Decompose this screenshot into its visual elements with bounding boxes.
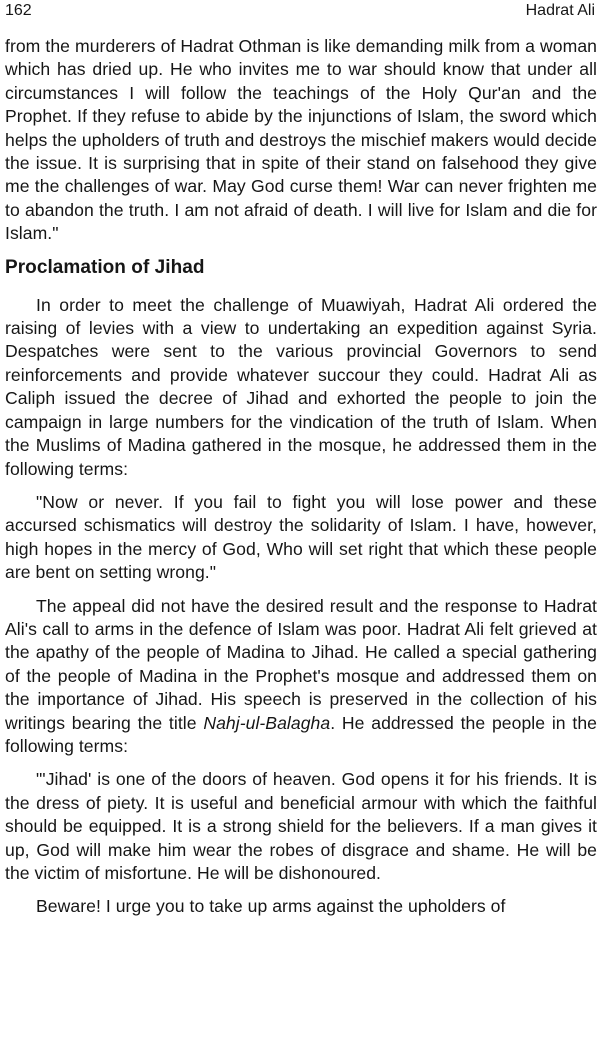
paragraph-appeal-result	[5, 595, 597, 759]
running-title: Hadrat Ali	[525, 2, 595, 19]
paragraph-appeal-text: The appeal did not have the desired result and the response to Hadrat Ali's call to arms in the defence of Islam was poor. Hadrat Ali felt grieved at the apathy of the people of Madina to Jihad. He called a special gathering of the people of Madina in the Prophet's mosque and addressed them on the importance of Jihad. His speech is preserved in the collection of his writings bearing the title	[5, 595, 597, 733]
quote-jihad-doors-of-heaven: "'Jihad' is one of the doors of heaven. God opens it for his friends. It is the dress of piety. It is useful and beneficial armour with which the faithful should be equipped. It is a strong shield for the believers. If a man gives it up, God will make him wear the robes of disgrace and shame. He will be the victim of misfortune. He will be dishonoured.	[5, 769, 597, 883]
paragraph-beware: Beware! I urge you to take up arms against the upholders of	[36, 896, 506, 917]
paragraph-appeal-ending: . He addressed the people in the following terms:	[5, 712, 597, 756]
continued-paragraph: from the murderers of Hadrat Othman is like demanding milk from a woman which has dried up. He who invites me to war should know that under all circumstances I will follow the teachings of the Holy Qur'an and the Prophet. If they refuse to abide by the injunctions of Islam, the sword which helps the upholders of truth and destroys the mischief makers would decide the issue. It is surprising that in spite of their stand on falsehood they give me the challenges of war. May God curse them! War can never frighten me to abandon the truth. I am not afraid of death. I will live for Islam and die for Islam."	[5, 36, 597, 244]
page-number: 162	[5, 2, 32, 19]
running-header	[5, 0, 595, 26]
paragraph-muawiyah-challenge: In order to meet the challenge of Muawiyah, Hadrat Ali ordered the raising of levies with a view to undertaking an expedition against Syria. Despatches were sent to the various provincial Governors to send reinforcements and provide whatever succour they could. Hadrat Ali as Caliph issued the decree of Jihad and exhorted the people to join the campaign in large numbers for the vindication of the truth of Islam. When the Muslims of Madina gathered in the mosque, he addressed them in the following terms:	[5, 294, 597, 479]
section-heading: Proclamation of Jihad	[5, 256, 205, 278]
book-title-nahj-ul-balagha: Nahj-ul-Balagha	[203, 712, 331, 733]
body-text	[5, 35, 597, 929]
quote-now-or-never: "Now or never. If you fail to fight you will lose power and these accursed schismatics will destroy the solidarity of Islam. I have, however, high hopes in the mercy of God, Who will set right that which these people are bent on setting wrong."	[5, 491, 597, 583]
